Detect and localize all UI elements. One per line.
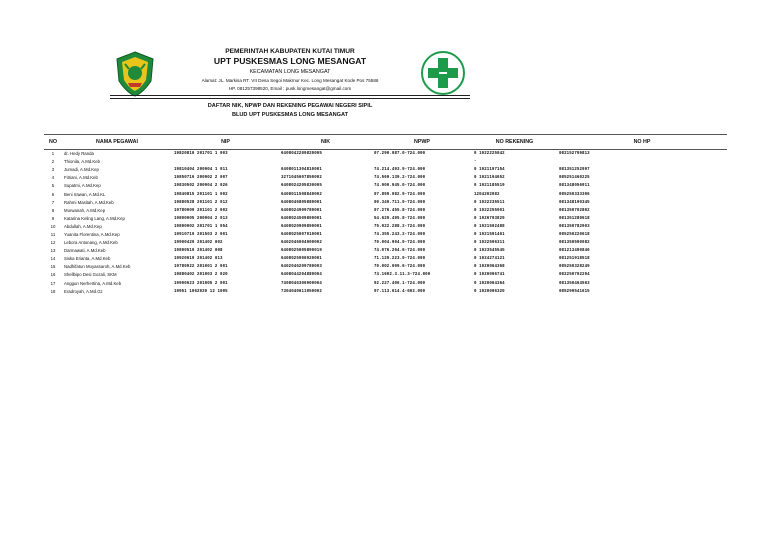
cell-no: 13 xyxy=(50,248,56,254)
cell-no: 15 xyxy=(50,264,56,270)
table-row xyxy=(44,239,727,247)
cell-rek: 0 1920064368 xyxy=(474,265,505,270)
cell-nik: 6408020909890001 xyxy=(281,224,322,229)
cell-hp: 085250328249 xyxy=(559,265,590,270)
cell-nik: 6408011508840002 xyxy=(281,192,322,197)
cell-rek: 0 1924274121 xyxy=(474,257,505,262)
employee-table-body xyxy=(44,150,727,296)
cell-nama: Abdullah, A.Md.Kep xyxy=(64,223,102,229)
kop-line1: PEMERINTAH KABUPATEN KUTAI TIMUR xyxy=(225,48,355,55)
cell-no: 11 xyxy=(50,231,56,237)
cell-no: 18 xyxy=(50,288,56,294)
cell-nik: 6402046004900002 xyxy=(281,241,322,246)
cell-nip: 19840815 201101 1 002 xyxy=(174,192,228,197)
cell-rek: 0 1926703829 xyxy=(474,216,505,221)
cell-npwp: 07.899.082.9-724.000 xyxy=(374,192,426,197)
table-row xyxy=(44,174,727,182)
cell-npwp: 00.340.711.0-724.000 xyxy=(374,200,426,205)
table-row xyxy=(44,223,727,231)
cell-hp: 082152799813 xyxy=(559,152,590,157)
cell-nik: 6408025007910001 xyxy=(281,232,322,237)
cell-rek: 0 1921502488 xyxy=(474,224,505,229)
cell-no: 6 xyxy=(51,191,55,197)
table-row xyxy=(44,182,727,190)
cell-hp: 081350782903 xyxy=(559,224,590,229)
cell-npwp: 07.276.455.8-724.000 xyxy=(374,208,426,213)
cell-hp: 081348056911 xyxy=(559,184,590,189)
cell-npwp: 92.227.406.1-724.000 xyxy=(374,281,426,286)
cell-npwp: 75.922.288.2-724.000 xyxy=(374,224,426,229)
cell-nik: 6408011304810001 xyxy=(281,168,322,173)
document-title: DAFTAR NIK, NPWP DAN REKENING PEGAWAI NEGERI SIPIL xyxy=(207,103,373,109)
table-row xyxy=(44,158,727,166)
cell-nik: 6408025005890019 xyxy=(281,249,322,254)
cell-rek: 0 1921185519 xyxy=(474,184,505,189)
cell-rek: 0 1922596311 xyxy=(474,241,505,246)
cell-rek: 0 1921591461 xyxy=(474,232,505,237)
cell-no: 9 xyxy=(51,215,55,221)
cell-no: 4 xyxy=(51,175,55,181)
cell-no: 2 xyxy=(51,159,55,165)
cell-rek: 0 1922255001 xyxy=(474,208,505,213)
cell-hp: 081348190345 xyxy=(559,200,590,205)
cell-nik: 6408046805880001 xyxy=(281,200,322,205)
cell-no: 7 xyxy=(51,199,55,205)
cell-npwp: 74.900.945.0-724.000 xyxy=(374,184,426,189)
cell-npwp: 70.004.904.0-724.000 xyxy=(374,241,426,246)
kop-address: Alamat: JL. Markisa RT. VII Desa Segoi Makmur Kec. Long Mesangat Kode Pos 75586 xyxy=(201,78,379,83)
cell-npwp: 74.214.493.9-724.000 xyxy=(374,168,426,173)
cell-nip: 19780909 201101 2 002 xyxy=(174,208,228,213)
cell-nama: dr. Hedy Randa xyxy=(64,151,94,157)
cell-no: 10 xyxy=(50,223,56,229)
table-row xyxy=(44,263,727,271)
cell-no: 3 xyxy=(51,167,55,173)
cell-rek: 1204202082 xyxy=(474,192,500,197)
cell-no: 17 xyxy=(50,280,56,286)
col-nip: NIP xyxy=(172,135,279,150)
cell-npwp: 74.569.139.2-724.000 xyxy=(374,176,426,181)
cell-rek: 0 1920006741 xyxy=(474,273,505,278)
table-header-row xyxy=(44,135,727,150)
cell-hp: 082250702294 xyxy=(559,273,590,278)
cell-rek: 0 1920006320 xyxy=(474,289,505,294)
cell-nip: 19800905 200904 2 013 xyxy=(174,216,228,221)
col-npwp: NPWP xyxy=(372,135,472,150)
cell-rek: 0 1921194652 xyxy=(474,176,505,181)
cell-nama: Murwanah, A.Md.Kep xyxy=(64,207,106,213)
kop-contact: HP. 081257398520, Email : pusk.longmesangat@gmail.com xyxy=(228,86,352,91)
cell-nama: Thionila, A.Md.Keb xyxy=(64,159,101,165)
cell-nik: 7408046306900004 xyxy=(281,281,322,286)
cell-nip: 19900623 201905 2 001 xyxy=(174,281,228,286)
cell-hp xyxy=(557,158,727,166)
cell-nik: 6408024909780001 xyxy=(281,208,322,213)
col-nama: NAMA PEGAWAI xyxy=(62,135,172,150)
cell-nip: 19780922 201001 2 001 xyxy=(174,265,228,270)
cell-hp: 081351252997 xyxy=(559,168,590,173)
col-no: NO xyxy=(44,135,62,150)
cell-nama: Shellbipo Desi Gozali, SKM xyxy=(64,272,117,278)
table-row xyxy=(44,247,727,255)
cell-nip: 19820810 201701 1 003 xyxy=(174,152,228,157)
cell-hp: 081350464563 xyxy=(559,281,590,286)
kop-line2: UPT PUSKESMAS LONG MESANGAT xyxy=(213,56,367,66)
cell-nik: 6408042209820005 xyxy=(281,152,322,157)
cell-nip: 19890902 201701 1 054 xyxy=(174,224,228,229)
cell-hp: 085251460225 xyxy=(559,176,590,181)
cell-nik: 6408024205830005 xyxy=(281,184,322,189)
cell-hp: 081351280618 xyxy=(559,216,590,221)
col-nik: NIK xyxy=(279,135,372,150)
cell-npwp: 74.355.243.2-724.000 xyxy=(374,232,426,237)
cell-nama: Fitriani, A.Md.Keb xyxy=(64,175,98,181)
cell-nama: Lebora Antonang, A.Md.Keb xyxy=(64,240,118,246)
table-row xyxy=(44,215,727,223)
cell-nik: 6408025906920001 xyxy=(281,257,322,262)
cell-nama: Eradroyah, A.Md.Gz xyxy=(64,288,103,294)
cell-nama: Rahmi Masitah, A.Md.Keb xyxy=(64,199,114,205)
cell-hp: 081251918518 xyxy=(559,257,590,262)
cell-hp: 081213490846 xyxy=(559,249,590,254)
table-row xyxy=(44,199,727,207)
health-cross-logo-icon xyxy=(420,50,466,96)
cell-hp: 085250333306 xyxy=(559,192,590,197)
cell-npwp: 07.113.614.4-602.000 xyxy=(374,289,426,294)
cell-nama: Jumadi, A.Md.Kep xyxy=(64,167,99,173)
cell-nip: 19830502 200904 2 026 xyxy=(174,184,228,189)
col-hp: NO HP xyxy=(557,135,727,150)
cell-nama: Darmawati, A.Md.Keb xyxy=(64,248,106,254)
kop-line3: KECAMATAN LONG MESANGAT xyxy=(249,69,331,75)
cell-hp: 081350702802 xyxy=(559,208,590,213)
table-row xyxy=(44,255,727,263)
cell-nama: Nadhifatun Muyassaroh, A.Md.Keb xyxy=(64,264,131,270)
employee-table xyxy=(44,134,727,296)
cell-no: 5 xyxy=(51,183,55,189)
cell-hp: 085250220618 xyxy=(559,232,590,237)
cell-npwp xyxy=(372,158,472,166)
cell-no: 12 xyxy=(50,240,56,246)
cell-nip: 19850716 200902 2 007 xyxy=(174,176,228,181)
table-row xyxy=(44,150,727,159)
cell-nik: 7304040611950002 xyxy=(281,289,322,294)
table-row xyxy=(44,190,727,198)
cell-npwp: 54.629.495.8-724.000 xyxy=(374,216,426,221)
cell-nik xyxy=(279,158,372,166)
cell-nip: 19900420 201402 002 xyxy=(174,241,223,246)
cell-nama: Supatmi, A.Md.Kep xyxy=(64,183,101,189)
kop-divider-thin xyxy=(110,98,470,99)
cell-nama: Anggun Nerhertina, A.Md.Keb xyxy=(64,280,122,286)
cell-nip: 19810404 200904 1 011 xyxy=(174,168,228,173)
cell-nip xyxy=(172,158,279,166)
cell-nama: Katarina Keling Lang, A.Md.Kep xyxy=(64,215,125,221)
cell-nip: 19951 1062020 12 1005 xyxy=(174,289,228,294)
cell-rek: 0 1920064364 xyxy=(474,281,505,286)
cell-no: 8 xyxy=(51,207,55,213)
cell-nik: 6402046209780003 xyxy=(281,265,322,270)
cell-hp: 081350590082 xyxy=(559,241,590,246)
cell-nik: 3271045607850002 xyxy=(281,176,322,181)
cell-rek: 0 1923545545 xyxy=(474,249,505,254)
cell-nip: 19920619 201402 013 xyxy=(174,257,223,262)
table-row xyxy=(44,288,727,296)
document-subtitle: BLUD UPT PUSKESMAS LONG MESANGAT xyxy=(231,112,349,118)
cell-npwp: 71.129.223.0-724.000 xyxy=(374,257,426,262)
cell-npwp: 07.290.087.0-724.000 xyxy=(374,152,426,157)
table-row xyxy=(44,271,727,279)
kop-divider xyxy=(110,95,470,96)
table-row xyxy=(44,231,727,239)
cell-nama: Yuanita Florentina, A.Md.Kep xyxy=(64,231,120,237)
cell-nik: 6408024509800001 xyxy=(281,216,322,221)
table-row xyxy=(44,166,727,174)
cell-nip: 19910710 201503 2 001 xyxy=(174,232,228,237)
cell-rek: - xyxy=(474,160,477,165)
cell-nama: Siska Erianta, A.Md.Keb xyxy=(64,256,111,262)
cell-npwp: 74.076.264.6-724.000 xyxy=(374,249,426,254)
cell-nip: 19880402 201903 2 020 xyxy=(174,273,228,278)
cell-nip: 19880528 201101 2 012 xyxy=(174,200,228,205)
table-row xyxy=(44,280,727,288)
cell-no: 16 xyxy=(50,272,56,278)
cell-nip: 19890510 201402 008 xyxy=(174,249,223,254)
cell-nama: Beni Irawan, A.Md.KL xyxy=(64,191,106,197)
cell-no: 1 xyxy=(51,151,55,157)
cell-hp: 085299541615 xyxy=(559,289,590,294)
cell-npwp: 74.1602.3.11.3-724.000 xyxy=(374,273,431,278)
cell-rek: 0 1921197154 xyxy=(474,168,505,173)
cell-nik: 6408044204880004 xyxy=(281,273,322,278)
col-rekening: NO REKENING xyxy=(472,135,557,150)
cell-rek: 0 1922235511 xyxy=(474,200,505,205)
cell-npwp: 70.002.009.6-724.000 xyxy=(374,265,426,270)
cell-no: 14 xyxy=(50,256,56,262)
cell-rek: 0 1922225042 xyxy=(474,152,505,157)
table-row xyxy=(44,207,727,215)
